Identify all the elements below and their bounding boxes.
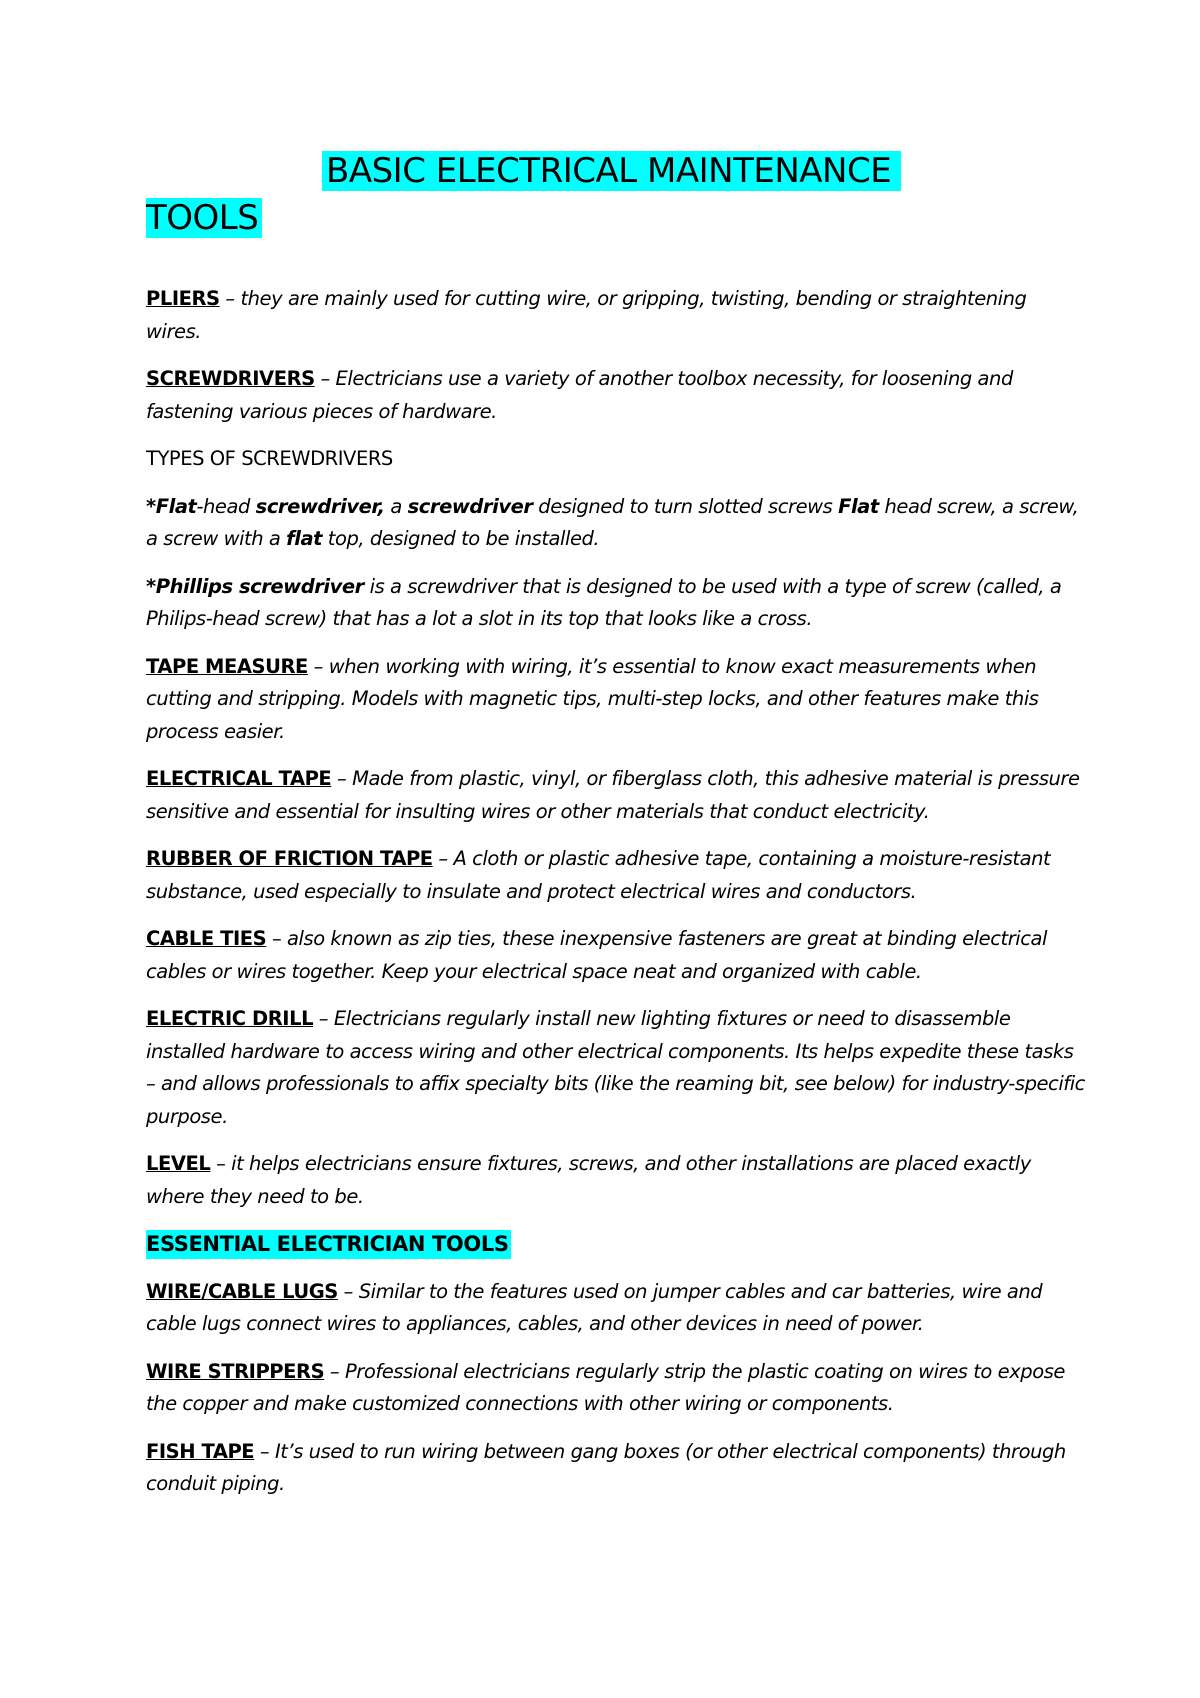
flathead-fragment: screwdriver: [407, 494, 533, 518]
entry-electric-drill: [146, 1003, 1086, 1133]
term-label: CABLE TIES: [146, 927, 267, 950]
entry-pliers: [146, 283, 1086, 348]
entry-wire-strippers: [146, 1356, 1086, 1421]
types-of-screwdrivers-heading: TYPES OF SCREWDRIVERS: [146, 447, 393, 470]
essential-tools-heading: [146, 1228, 1086, 1261]
flathead-fragment: head screw, a screw, a screw with a: [146, 494, 1079, 550]
term-description: – it helps electricians ensure fixtures, screws, and other installations are placed exactly where they need to be.: [146, 1152, 1031, 1208]
entry-flathead-screwdriver: [146, 491, 1086, 556]
entry-tape-measure: [146, 651, 1086, 749]
flathead-fragment: *Flat: [146, 494, 197, 518]
term-description: – they are mainly used for cutting wire, or gripping, twisting, bending or straightening wires.: [146, 287, 1027, 343]
term-description: – also known as zip ties, these inexpensive fasteners are great at binding electrical cables or wires together. Keep your electrical space neat and organized with cable.: [146, 927, 1047, 983]
flathead-fragment: flat: [286, 527, 323, 550]
term-label: PLIERS: [146, 287, 220, 310]
entry-level: [146, 1148, 1086, 1213]
title-highlight: BASIC ELECTRICAL MAINTENANCE: [322, 151, 901, 191]
term-label: ELECTRICAL TAPE: [146, 767, 332, 790]
term-description: – A cloth or plastic adhesive tape, containing a moisture-resistant substance, used especially to insulate and protect electrical wires and conductors.: [146, 847, 1051, 903]
term-description: – It’s used to run wiring between gang boxes (or other electrical components) through conduit piping.: [146, 1439, 1066, 1495]
term-description: – Similar to the features used on jumper cables and car batteries, wire and cable lugs connect wires to appliances, cables, and other devices in need of power.: [146, 1279, 1043, 1335]
flathead-fragment: screwdriver,: [255, 494, 385, 518]
term-label: WIRE/CABLE LUGS: [146, 1279, 338, 1303]
entry-phillips-screwdriver: [146, 571, 1086, 636]
flathead-fragment: top, designed to be installed.: [322, 527, 600, 550]
flathead-fragment: Flat: [838, 494, 879, 518]
flathead-fragment: designed to turn slotted screws: [532, 494, 839, 518]
entry-electrical-tape: [146, 763, 1086, 828]
term-label: SCREWDRIVERS: [146, 367, 315, 390]
term-label: WIRE STRIPPERS: [146, 1359, 325, 1383]
term-description: – when working with wiring, it’s essential to know exact measurements when cutting and stripping. Models with magnetic tips, multi-step locks, and other features make this process easier.: [146, 654, 1039, 743]
term-description: – Electricians regularly install new lighting fixtures or need to disassemble installed hardware to access wiring and other electrical components. Its helps expedite these tasks – and allows professionals to affix specialty bits (like the reaming bit, see below) for industry-specific purpose.: [146, 1007, 1085, 1128]
flathead-fragment: a: [384, 494, 408, 518]
entry-rubber-friction-tape: [146, 843, 1086, 908]
term-description: – Professional electricians regularly strip the plastic coating on wires to expose the copper and make customized connections with other wiring or components.: [146, 1359, 1065, 1415]
title-highlight: TOOLS: [146, 198, 262, 238]
term-label: FISH TAPE: [146, 1439, 255, 1463]
term-description: – Made from plastic, vinyl, or fiberglass cloth, this adhesive material is pressure sensitive and essential for insulting wires or other materials that conduct electricity.: [146, 767, 1080, 823]
document-body: [146, 283, 1086, 1516]
document-title-line-1: [322, 148, 901, 194]
entry-cable-ties: [146, 923, 1086, 988]
term-label: LEVEL: [146, 1152, 211, 1175]
document-title-line-2: [146, 195, 262, 241]
entry-wire-cable-lugs: [146, 1276, 1086, 1341]
term-label: RUBBER OF FRICTION TAPE: [146, 847, 433, 870]
entry-screwdrivers: [146, 363, 1086, 428]
entry-fish-tape: [146, 1436, 1086, 1501]
term-label: TAPE MEASURE: [146, 654, 308, 678]
section-highlight: ESSENTIAL ELECTRICIAN TOOLS: [146, 1230, 511, 1259]
phillips-fragment: is a screwdriver that is designed to be used with a type of screw (called, a Philips-head screw) that has a lot a slot in its top that looks like a cross.: [146, 574, 1062, 630]
phillips-fragment: *Phillips screwdriver: [146, 574, 364, 598]
flathead-fragment: -head: [196, 494, 256, 518]
term-label: ELECTRIC DRILL: [146, 1007, 314, 1030]
term-description: – Electricians use a variety of another toolbox necessity, for loosening and fastening various pieces of hardware.: [146, 367, 1013, 423]
